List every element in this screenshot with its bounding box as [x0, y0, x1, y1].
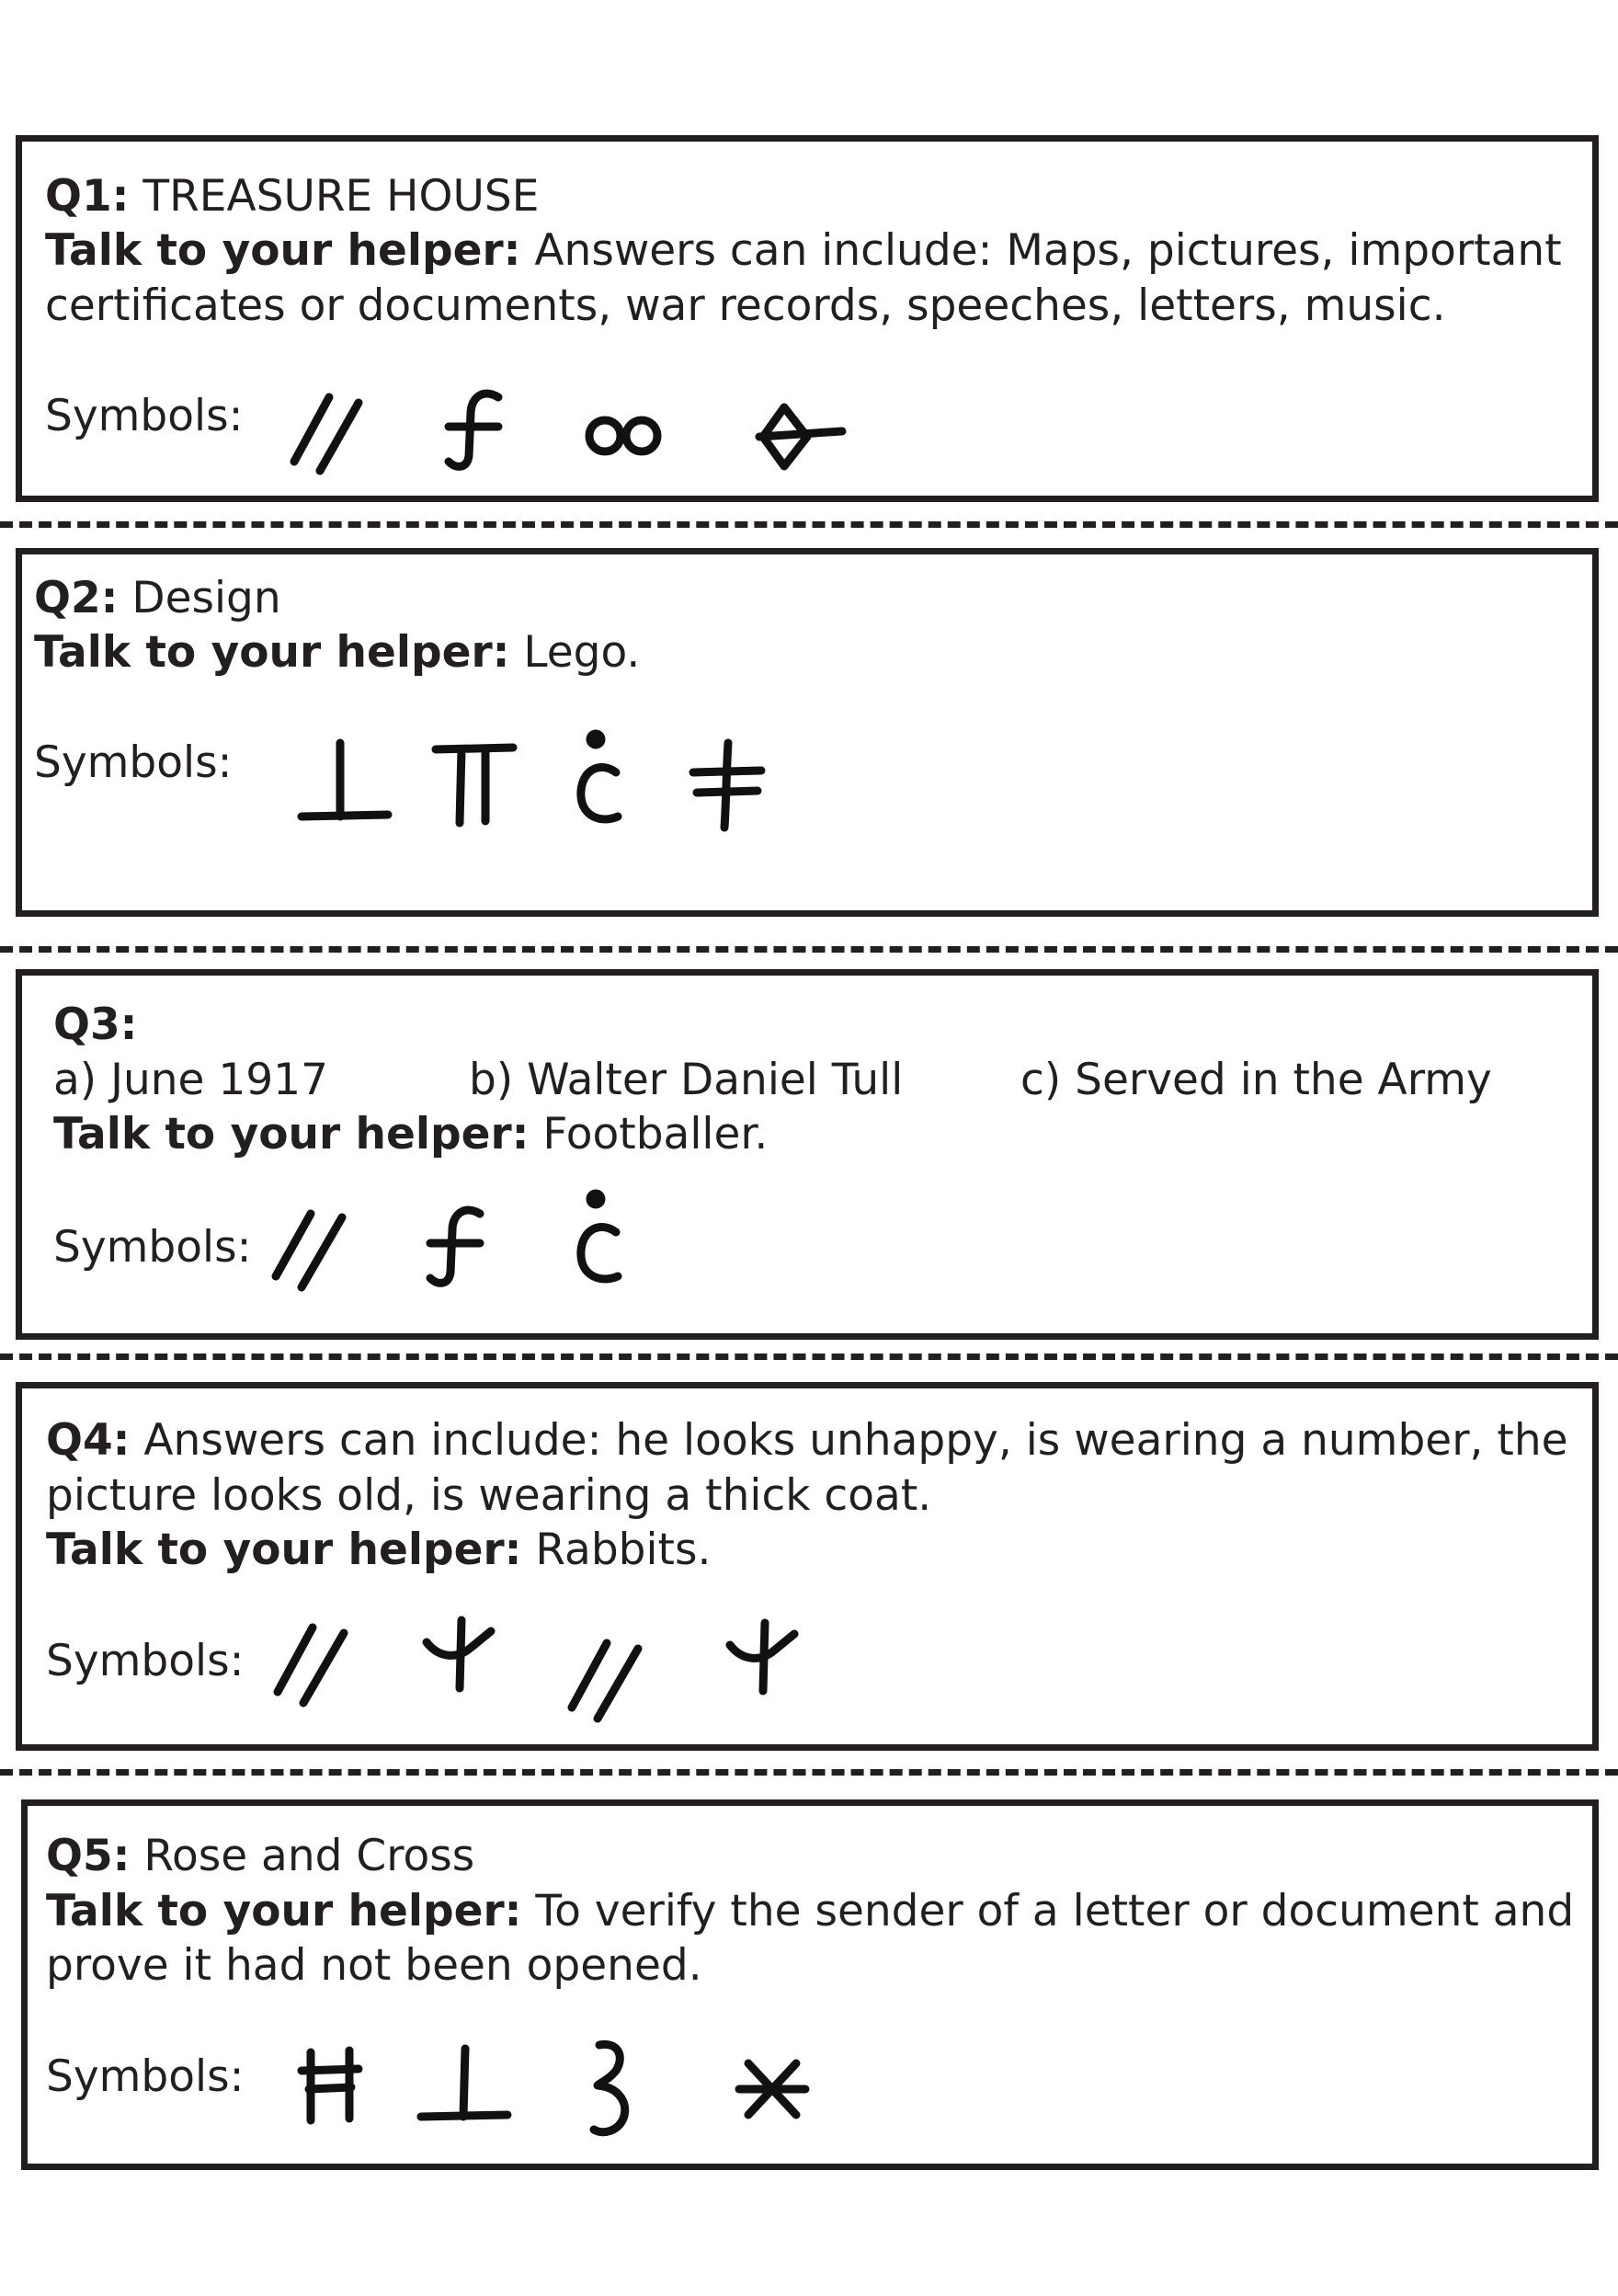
q4-helper-label: Talk to your helper: — [46, 1525, 522, 1575]
q1-helper-label: Talk to your helper: — [45, 225, 521, 276]
q2-helper-label: Talk to your helper: — [34, 627, 510, 678]
q5-symbols-label: Symbols: — [46, 2051, 245, 2102]
q3-helper — [53, 1107, 768, 1162]
q5-answer: Rose and Cross — [143, 1831, 475, 1881]
q1-answer: TREASURE HOUSE — [142, 171, 540, 222]
q5-label: Q5: — [46, 1831, 131, 1881]
q4-symbols-label: Symbols: — [46, 1636, 245, 1686]
q1-label: Q1: — [45, 171, 130, 222]
q1-question — [45, 169, 539, 224]
q2-symbols-label: Symbols: — [34, 737, 233, 788]
f-hook-icon — [432, 384, 515, 476]
inverted-t-icon — [414, 2039, 515, 2131]
q4-answer-cont: picture looks old, is wearing a thick coat. — [46, 1470, 932, 1521]
q4-answer: Answers can include: he looks unhappy, is wearing a number, the — [143, 1415, 1568, 1466]
q1-helper-cont: certificates or documents, war records, speeches, letters, music. — [45, 280, 1446, 331]
double-slash-icon — [265, 1203, 357, 1295]
q3-answer-b: b) Walter Daniel Tull — [469, 1055, 904, 1105]
cut-line-3 — [0, 1354, 1618, 1360]
q1-helper-text: Answers can include: Maps, pictures, important — [534, 225, 1562, 276]
epsilon-icon — [570, 2032, 653, 2142]
q4-helper — [46, 1523, 711, 1578]
f-hook-icon — [414, 1201, 496, 1293]
q4-helper-text: Rabbits. — [535, 1525, 712, 1575]
hooked-cross-icon — [414, 1611, 506, 1703]
q4-question — [46, 1413, 1568, 1468]
q5-helper-cont: prove it had not been opened. — [46, 1940, 702, 1991]
h-bar-icon — [294, 2039, 368, 2131]
q2-question — [34, 571, 281, 626]
q3-label: Q3: — [53, 1000, 138, 1050]
crossed-diamond-icon — [752, 391, 853, 483]
cut-line-2 — [0, 946, 1618, 953]
dotted-c-icon — [561, 726, 634, 837]
q5-helper — [46, 1884, 1574, 1939]
q2-helper-text: Lego. — [523, 627, 641, 678]
double-slash-icon — [285, 386, 377, 478]
infinity-loops-icon — [579, 395, 671, 469]
q1-helper — [45, 223, 1562, 279]
inverted-t-icon — [294, 736, 395, 828]
q5-question — [46, 1829, 474, 1884]
q5-helper-label: Talk to your helper: — [46, 1886, 522, 1936]
dotted-c-icon — [561, 1186, 634, 1296]
q3-answer-a: a) June 1917 — [53, 1055, 328, 1105]
double-slash-icon — [561, 1632, 653, 1724]
pi-icon — [428, 740, 520, 832]
q3-symbols-label: Symbols: — [53, 1222, 252, 1273]
q2-label: Q2: — [34, 573, 119, 623]
q4-label: Q4: — [46, 1415, 131, 1466]
double-slash-icon — [267, 1616, 359, 1708]
q3-helper-label: Talk to your helper: — [53, 1109, 530, 1159]
q2-helper — [34, 625, 640, 680]
q5-helper-text: To verify the sender of a letter or document and — [535, 1886, 1575, 1936]
q3-helper-text: Footballer. — [542, 1109, 769, 1159]
q1-symbols-label: Symbols: — [45, 391, 244, 441]
hooked-cross-icon — [717, 1614, 809, 1706]
cut-line-4 — [0, 1769, 1618, 1776]
asterisk-icon — [726, 2043, 818, 2135]
crossed-staff-icon — [680, 736, 772, 837]
q3-answer-c: c) Served in the Army — [1020, 1055, 1492, 1105]
cut-line-1 — [0, 521, 1618, 528]
q2-answer: Design — [131, 573, 281, 623]
